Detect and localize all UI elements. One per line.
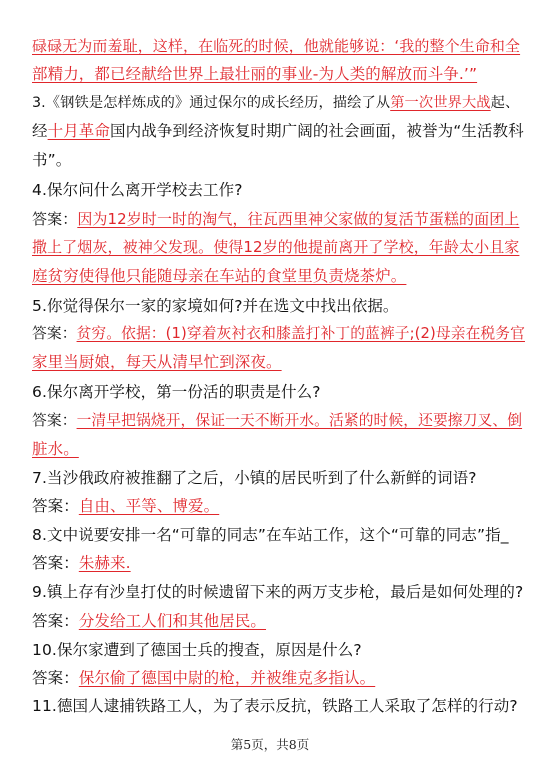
item3-text: 3.《钢铁是怎样炼成的》通过保尔的成长经历，描绘了从	[32, 95, 391, 111]
question-7: 7.当沙俄政府被推翻了之后，小镇的居民听到了什么新鲜的词语?	[32, 469, 477, 487]
item3-line-1	[32, 92, 522, 114]
intro-line-1: 碌碌无为而羞耻，这样，在临死的时候，他就能够说：‘我的整个生命和全	[32, 37, 521, 55]
answer-5-line-2: 家里当厨娘，每天从清早忙到深夜。	[32, 353, 282, 371]
intro-line-2: 部精力，都已经献给世界上最壮丽的事业-为人类的解放而斗争.’”	[32, 65, 478, 83]
answer-label: 答案：	[32, 497, 79, 515]
question-9: 9.镇上存有沙皇打仗的时候遗留下来的两万支步枪，最后是如何处理的?	[32, 583, 524, 601]
answer-label: 答案：	[32, 210, 78, 228]
answer-6-line-2: 脏水。	[32, 440, 79, 458]
question-4: 4.保尔问什么离开学校去工作?	[32, 181, 243, 199]
answer-7-line-1	[32, 495, 522, 517]
answer-6-line-1	[32, 410, 522, 432]
item3-text: 起、	[490, 95, 520, 111]
item3-line-3: 书”。	[32, 151, 72, 169]
item3-text: 经	[32, 122, 48, 140]
answer-9-line-1	[32, 610, 522, 632]
question-8: 8.文中说要安排一名“可靠的同志”在车站工作，这个“可靠的同志”指_	[32, 526, 509, 544]
question-5: 5.你觉得保尔一家的家境如何?并在选文中找出依据。	[32, 297, 399, 315]
item3-text: 国内战争到经济恢复时期广阔的社会画面，被誉为“生活教科	[110, 122, 524, 140]
answer-text: 分发给工人们和其他居民。	[78, 612, 267, 630]
answer-label: 答案：	[32, 325, 77, 342]
answer-text: 因为12岁时一时的淘气，往瓦西里神父家做的复活节蛋糕的面团上	[77, 210, 520, 228]
answer-label: 答案：	[32, 554, 79, 572]
answer-text: 自由、平等、博爱。	[78, 497, 220, 515]
answer-4-line-3: 庭贫穷使得他只能随母亲在车站的食堂里负责烧茶炉。	[32, 267, 407, 285]
answer-text: 贫穷。依据：(1)穿着灰衬衣和膝盖打补丁的蓝裤子;(2)母亲在税务官	[76, 325, 525, 342]
answer-text: 一清早把锅烧开，保证一天不断开水。活紧的时候，还要擦刀叉、倒	[76, 412, 523, 429]
question-10: 10.保尔家遭到了德国士兵的搜查，原因是什么?	[32, 641, 362, 659]
answer-4-line-1	[32, 208, 522, 230]
answer-label: 答案：	[32, 669, 79, 687]
answer-4-line-2: 撒上了烟灰，被神父发现。使得12岁的他提前离开了学校，年龄太小且家	[32, 238, 520, 256]
answer-5-line-1	[32, 323, 525, 345]
item3-term-ww1: 第一次世界大战	[390, 95, 491, 111]
answer-10-line-1	[32, 667, 522, 689]
answer-text: 保尔偷了德国中尉的枪，并被维克多指认。	[78, 669, 376, 687]
item3-term-october: 十月革命	[47, 122, 111, 140]
answer-text: 朱赫来.	[78, 554, 131, 572]
page-footer: 第5页，共8页	[230, 737, 310, 752]
item3-line-2	[32, 120, 522, 142]
question-6: 6.保尔离开学校，第一份活的职责是什么?	[32, 383, 321, 401]
answer-label: 答案：	[32, 412, 77, 429]
answer-label: 答案：	[32, 612, 79, 630]
answer-8-line-1	[32, 552, 522, 574]
question-11: 11.德国人逮捕铁路工人，为了表示反抗，铁路工人采取了怎样的行动?	[32, 697, 518, 715]
